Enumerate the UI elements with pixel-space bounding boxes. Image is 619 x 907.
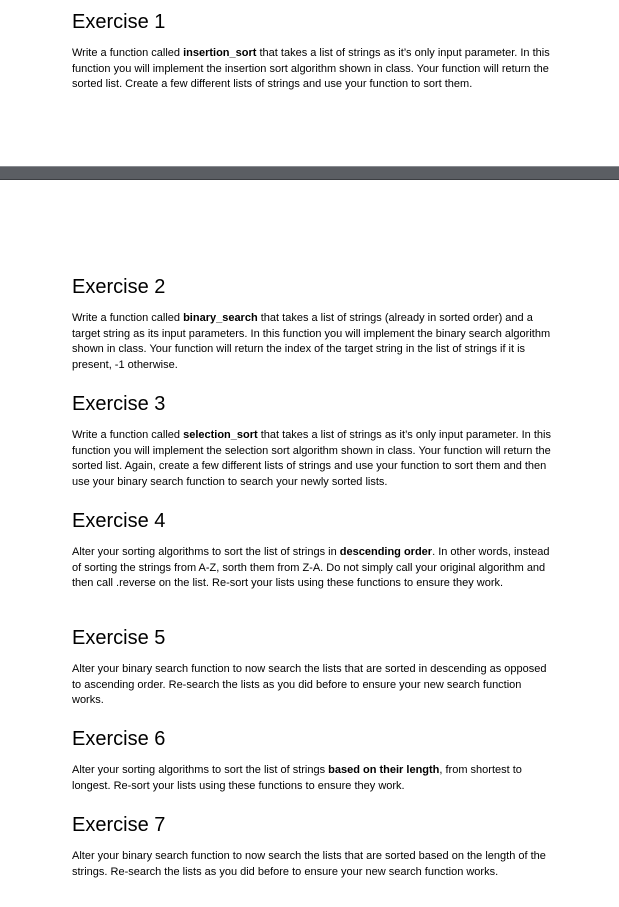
exercise-title: Exercise 5 xyxy=(72,627,166,649)
exercise-title: Exercise 1 xyxy=(72,11,166,33)
keyword-text: selection_sort xyxy=(183,429,258,441)
document-page-2 xyxy=(0,180,619,907)
description-text: Write a function called xyxy=(72,47,184,59)
exercise-title: Exercise 4 xyxy=(72,510,166,532)
description-text: Alter your binary search function to now search the lists that are sorted based on the length of the strings. Re-search the lists as you did before to ensure your new search function works. xyxy=(72,850,546,878)
keyword-text: descending order xyxy=(339,546,433,558)
exercise-description xyxy=(72,428,552,490)
exercise-description xyxy=(72,662,552,709)
description-text: that takes a list of strings as it’s only input parameter. In this function you will implement the selection sort algorithm shown in class. Your function will return the sorted list. Again, create a few different lists of strings and use your function to sort them and then use your binary search function to search your newly sorted lists. xyxy=(72,429,551,488)
keyword-text: based on their length xyxy=(328,764,440,776)
exercise-description xyxy=(72,545,552,592)
exercise-title: Exercise 2 xyxy=(72,276,166,298)
keyword-text: insertion_sort xyxy=(183,47,257,59)
exercise-6 xyxy=(72,727,552,794)
description-text: that takes a list of strings (already in sorted order) and a target string as its input parameters. In this function you will implement the binary search algorithm shown in class. Your function will return the index of the target string in the list of strings if it is present, -1 otherwise. xyxy=(72,312,551,371)
exercise-description xyxy=(72,46,552,93)
page-separator xyxy=(0,166,619,180)
description-text: that takes a list of strings as it’s only input parameter. In this function you will implement the insertion sort algorithm shown in class. Your function will return the sorted list. Create a few different lists of strings and use your function to sort them. xyxy=(72,47,550,90)
exercise-4 xyxy=(72,509,552,592)
exercise-title: Exercise 3 xyxy=(72,393,166,415)
exercise-description xyxy=(72,311,552,373)
description-text: Alter your sorting algorithms to sort the list of strings xyxy=(72,764,329,776)
keyword-text: binary_search xyxy=(183,312,258,324)
exercise-description xyxy=(72,849,552,880)
exercise-3 xyxy=(72,392,552,490)
description-text: Write a function called xyxy=(72,429,184,441)
description-text: , from shortest to longest. Re-sort your lists using these functions to ensure they work. xyxy=(72,764,522,792)
exercise-description xyxy=(72,763,552,794)
description-text: Write a function called xyxy=(72,312,184,324)
exercise-5 xyxy=(72,626,552,709)
description-text: . In other words, instead of sorting the strings from A-Z, sorth them from Z-A. Do not simply call your original algorithm and then call .reverse on the list. Re-sort your lists using these functions to ensure they work. xyxy=(72,546,550,589)
description-text: Alter your sorting algorithms to sort the list of strings in xyxy=(72,546,340,558)
exercise-2 xyxy=(72,275,552,373)
exercise-1 xyxy=(72,10,552,93)
exercise-title: Exercise 6 xyxy=(72,728,166,750)
description-text: Alter your binary search function to now search the lists that are sorted in descending as opposed to ascending order. Re-search the lists as you did before to ensure your new search function works. xyxy=(72,663,547,706)
exercise-7 xyxy=(72,813,552,880)
document-page-1 xyxy=(0,0,619,166)
exercise-title: Exercise 7 xyxy=(72,814,166,836)
